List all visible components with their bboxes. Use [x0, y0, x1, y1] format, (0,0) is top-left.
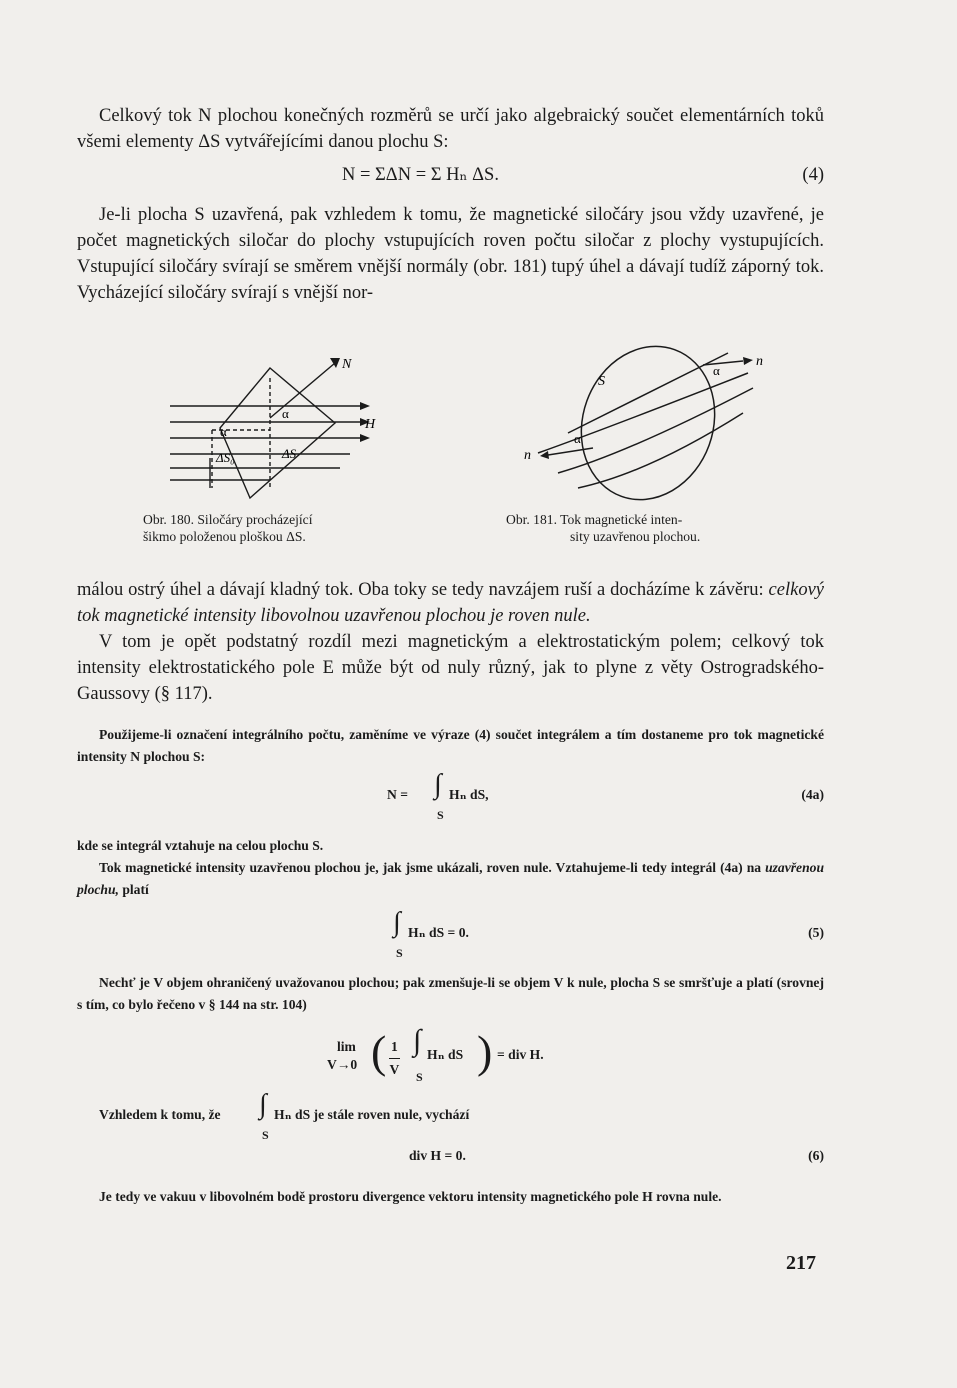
paragraph-text-part: málou ostrý úhel a dávají kladný tok. Oba toky se tedy navzájem ruší a docházíme k závěru:: [77, 580, 769, 600]
paragraph-text: Je tedy ve vakuu v libovolném bodě prostoru divergence vektoru intensity magnetického pole H rovna nule.: [99, 1189, 722, 1204]
equation-4a-lhs: N =: [387, 787, 408, 802]
label-n: n: [524, 448, 531, 463]
integral-subscript: S: [396, 946, 403, 960]
integral-subscript: S: [437, 808, 444, 822]
paragraph-closed-surface: [77, 202, 824, 306]
paragraph-integral-scope: [77, 835, 824, 857]
equation-4: [77, 162, 824, 188]
integral-sign: ∫: [393, 907, 401, 938]
fraction-denominator: V: [389, 1062, 400, 1077]
label-s: S: [598, 374, 605, 389]
field-line: [578, 413, 743, 488]
equation-divergence-limit: [77, 1026, 824, 1092]
paragraph-text: Použijeme-li označení integrálního počtu, zaměníme ve výraze (4) součet integrálem a tím dostaneme pro tok magnetické intensity N plochou S:: [77, 727, 824, 764]
left-parenthesis: (: [371, 1026, 387, 1077]
figure-180-caption: [143, 511, 313, 545]
integral-sign: ∫: [434, 769, 442, 800]
emphasized-statement: celkový tok magnetické intensity libovolnou uzavřenou plochou je roven nule.: [77, 580, 824, 626]
equation-5-body: Hₙ dS = 0.: [408, 925, 469, 940]
equation-5: [77, 907, 824, 960]
slanted-plate: [220, 368, 335, 498]
integral-sign: ∫: [413, 1024, 422, 1057]
integral-subscript: S: [262, 1128, 269, 1142]
fraction-one-over-v: [389, 1036, 400, 1081]
fraction: [389, 1036, 400, 1081]
paragraph-text: [77, 857, 824, 901]
caption-line: Obr. 180. Siločáry procházející: [143, 512, 313, 527]
arrowhead: [360, 434, 370, 442]
label-alpha: α: [220, 424, 227, 439]
paragraph-conclusion: [77, 577, 824, 629]
paragraph-text: Celkový tok N plochou konečných rozměrů se určí jako algebraický součet elementárních toků všemi elementy ΔS vytvářejícími danou plochu S:: [77, 106, 824, 152]
paragraph-integral: [77, 724, 824, 768]
paragraph-text: kde se integrál vztahuje na celou plochu S.: [77, 838, 324, 853]
label-alpha: α: [282, 406, 289, 421]
figure-181-diagram: [518, 333, 778, 508]
paragraph-text: Je-li plocha S uzavřená, pak vzhledem k tomu, že magnetické siločáry jsou vždy uzavřené, je počet magnetických siločar do plochy vstupujících roven počtu siločar z plochy vystupujících. Vstupující siločáry svírají se směrem vnější normály (obr. 181) tupý úhel a dávají tudíž záporný tok. Vycházející siločáry svírají s vnější nor-: [77, 205, 824, 303]
paragraph-total-flux: [77, 103, 824, 155]
equation-4a-number: (4a): [801, 787, 824, 802]
equation-4a-body: Hₙ dS,: [449, 787, 489, 802]
label-delta-s: ΔS: [282, 446, 297, 461]
paragraph-final-statement: [77, 1186, 824, 1208]
label-n: n: [756, 354, 763, 369]
arrowhead: [743, 357, 753, 365]
limit-rhs: = div H.: [497, 1047, 544, 1062]
paragraph-text-part: platí: [118, 882, 149, 897]
label-n: N: [342, 357, 352, 372]
equation-4-body: N = ΣΔN = Σ Hₙ ΔS.: [342, 165, 499, 185]
paragraph-text: Nechť je V objem ohraničený uvažovanou plochou; pak zmenšuje-li se objem V k nule, plocha S se smršťuje a platí (srovnej s tím, co bylo řečeno v § 144 na str. 104): [77, 975, 824, 1012]
arrowhead: [360, 402, 370, 410]
paragraph-volume-limit: [77, 972, 824, 1016]
fraction-numerator: 1: [389, 1036, 400, 1059]
closed-surface: [560, 333, 736, 508]
equation-5-number: (5): [808, 925, 824, 940]
normal-vector: [270, 363, 335, 418]
paragraph-closed-flux: [77, 857, 824, 901]
caption-line: šikmo položenou ploškou ΔS.: [143, 529, 306, 544]
label-alpha: α: [713, 363, 720, 378]
limit-subscript: V→0: [327, 1057, 358, 1072]
figure-181-caption: [506, 511, 700, 545]
integral-subscript: S: [416, 1070, 423, 1084]
caption-line: Obr. 181. Tok magnetické inten-: [506, 512, 683, 527]
normal-vector: [548, 448, 593, 455]
equation-6: [77, 1145, 824, 1167]
paragraph-text: [77, 577, 824, 629]
equation-6-body: div H = 0.: [409, 1148, 466, 1163]
paragraph-text: V tom je opět podstatný rozdíl mezi magnetickým a elektrostatickým polem; celkový tok intensity elektrostatického pole E může být od nuly různý, jak to plyne z věty Ostrogradského-Gaussovy (§ 117).: [77, 632, 824, 704]
label-h: H: [365, 417, 376, 432]
page-number: 217: [786, 1252, 816, 1274]
limit-operator: lim: [337, 1039, 356, 1054]
limit-integrand: Hₙ dS: [427, 1047, 464, 1062]
paragraph-text-part: Tok magnetické intensity uzavřenou plochou je, jak jsme ukázali, roven nule. Vztahujeme-li tedy integrál (4a) na: [99, 860, 766, 875]
figure-180-diagram: [150, 338, 395, 508]
paragraph-text-part: Vzhledem k tomu, že: [99, 1107, 221, 1122]
label-delta-s0: ΔS₀: [216, 450, 235, 465]
paragraph-text-part: Hₙ dS je stále roven nule, vychází: [274, 1107, 470, 1122]
label-alpha: α: [574, 431, 581, 446]
right-parenthesis: ): [477, 1026, 493, 1077]
equation-4a: [77, 769, 824, 824]
equation-6-number: (6): [808, 1148, 824, 1163]
caption-line: sity uzavřenou plochou.: [570, 529, 701, 544]
equation-4-number: (4): [802, 165, 824, 185]
emphasized-term: uzavřenou plochu,: [77, 860, 824, 897]
integral-sign: ∫: [259, 1089, 267, 1120]
paragraph-therefore: [77, 1089, 824, 1142]
paragraph-comparison: [77, 629, 824, 707]
